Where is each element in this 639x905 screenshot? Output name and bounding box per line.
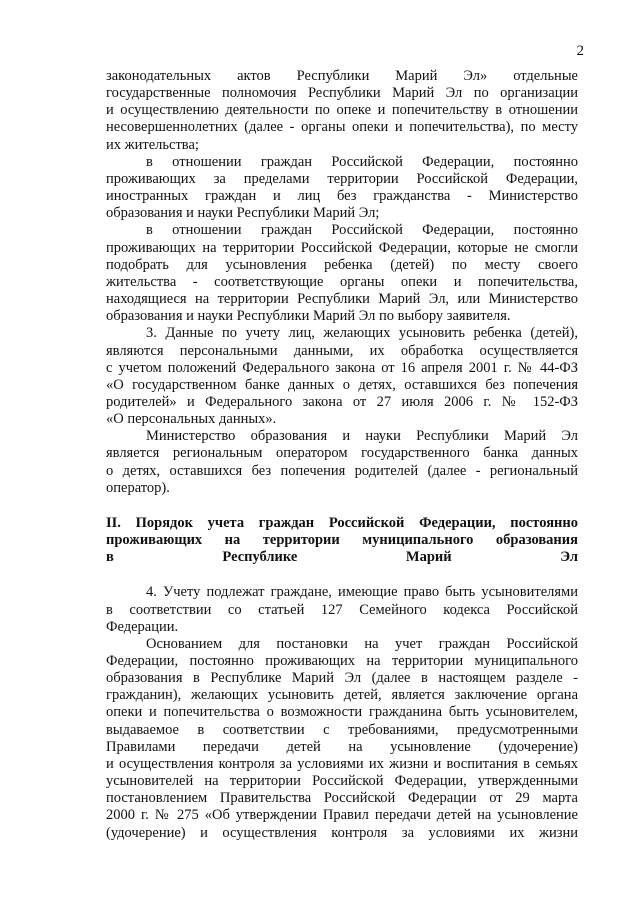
text-line: их жительства; — [106, 136, 199, 153]
text-line: образования и науки Республики Марий Эл по выбору заявителя. — [106, 308, 511, 325]
text-line: гражданин), желающих усыновить детей, является заключение органа — [106, 687, 578, 704]
text-line: в отношении граждан Российской Федерации, постоянно — [146, 153, 578, 170]
text-line: проживающих на территории Российской Федерации, которые не смогли — [106, 239, 578, 256]
text-line: 4. Учету подлежат граждане, имеющие право быть усыновителями — [146, 584, 578, 601]
text-line: опеки и попечительства о возможности гражданина быть усыновителем, — [106, 704, 578, 721]
text-line: законодательных актов Республики Марий Эл» отдельные — [106, 68, 578, 84]
text-line: о детях, оставшихся без попечения родителей (далее - региональный — [106, 462, 578, 479]
text-line: Федерации. — [106, 618, 179, 635]
text-line: государственные полномочия Республики Марий Эл по организации — [106, 85, 578, 102]
text-line: образования в Республике Марий Эл (далее в настоящем разделе - — [106, 670, 578, 687]
text-line: являются персональными данными, их обработка осуществляется — [106, 342, 578, 359]
text-line: в отношении граждан Российской Федерации, постоянно — [146, 222, 578, 239]
text-line: «О персональных данных». — [106, 411, 277, 428]
text-line: 2000 г. № 275 «Об утверждении Правил передачи детей на усыновление — [106, 807, 578, 824]
text-line: в соответствии со статьей 127 Семейного кодекса Российской — [106, 601, 578, 618]
document-body — [106, 68, 578, 842]
text-line: и осуществления контроля за условиями их жизни и воспитания в семьях — [106, 755, 578, 772]
text-line: подобрать для усыновления ребенка (детей) по месту своего — [106, 256, 578, 273]
text-line: несовершеннолетних (далее - органы опеки и попечительства), по месту — [106, 119, 578, 136]
text-line: 3. Данные по учету лиц, желающих усыновить ребенка (детей), — [146, 325, 578, 342]
text-line: Правилами передачи детей на усыновление (удочерение) — [106, 738, 578, 755]
text-line: проживающих за пределами территории Российской Федерации, — [106, 170, 578, 187]
text-line: (удочерение) и осуществления контроля за условиями их жизни — [106, 824, 578, 841]
spacer — [106, 566, 578, 584]
text-line: постановлением Правительства Российской Федерации от 29 марта — [106, 790, 578, 807]
page-number: 2 — [576, 43, 584, 59]
text-line: Федерации, постоянно проживающих на территории муниципального — [106, 653, 578, 669]
text-line: «О государственном банке данных о детях, оставшихся без попечения — [106, 376, 578, 393]
section-heading: II. Порядок учета граждан Российской Федерации, постоянно — [106, 514, 578, 531]
text-line: выдаваемое в соответствии с требованиями, предусмотренными — [106, 721, 578, 738]
text-line: является региональным оператором государственного банка данных — [106, 445, 578, 462]
text-line: иностранных граждан и лиц без гражданства - Министерство — [106, 188, 578, 205]
text-line: оператор). — [106, 479, 170, 496]
text-line: родителей» и Федерального закона от 27 июля 2006 г. № 152-ФЗ — [106, 393, 578, 410]
text-line: и осуществлению деятельности по опеке и попечительству в отношении — [106, 102, 578, 119]
text-line: жительства - соответствующие органы опеки и попечительства, — [106, 273, 578, 290]
text-line: Основанием для постановки на учет граждан Российской — [146, 635, 578, 652]
text-line: образования и науки Республики Марий Эл; — [106, 205, 380, 222]
section-heading: в Республике Марий Эл — [106, 549, 578, 566]
text-line: усыновителей на территории Российской Федерации, утвержденными — [106, 773, 578, 790]
text-line: Министерство образования и науки Республики Марий Эл — [146, 428, 578, 445]
section-heading: проживающих на территории муниципального образования — [106, 532, 578, 549]
text-line: находящиеся на территории Республики Марий Эл, или Министерство — [106, 291, 578, 308]
text-line: с учетом положений Федерального закона от 16 апреля 2001 г. № 44-ФЗ — [106, 359, 578, 376]
spacer — [106, 497, 578, 515]
